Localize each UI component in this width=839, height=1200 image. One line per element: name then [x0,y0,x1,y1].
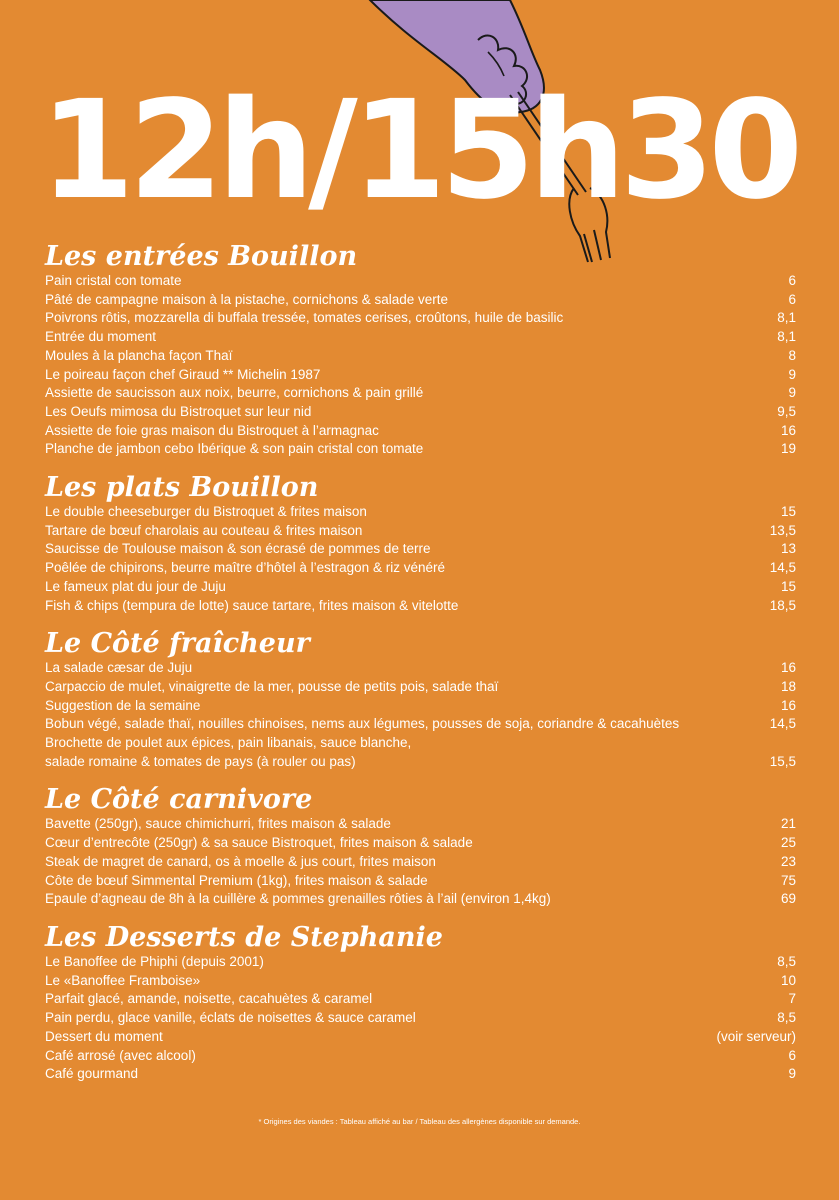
menu-item [45,734,796,753]
item-price: 8 [788,347,796,363]
menu-item [45,522,796,541]
item-name: Le poireau façon chef Giraud ** Michelin 1987 [45,366,321,382]
item-price: 9,5 [777,403,796,419]
section-title: Les plats Bouillon [45,472,319,504]
menu-section [45,471,796,615]
item-price: 16 [780,697,796,713]
item-name: Entrée du moment [45,329,157,345]
menu-item [45,559,796,578]
item-name: Bavette (250gr), sauce chimichurri, frites maison & salade [45,816,391,832]
section-title: Les entrées Bouillon [45,241,358,272]
item-name: Assiette de saucisson aux noix, beurre, cornichons & pain grillé [45,385,424,401]
menu-item [45,815,796,834]
item-name: Carpaccio de mulet, vinaigrette de la mer, pousse de petits pois, salade thaï [45,678,499,694]
item-price: 16 [780,660,796,676]
menu-item [45,659,796,678]
item-price: 23 [780,853,796,869]
item-name: Saucisse de Toulouse maison & son écrasé de pommes de terre [45,541,431,557]
item-price: 6 [788,273,796,288]
item-name: Pain perdu, glace vanille, éclats de noisettes & sauce caramel [45,1010,416,1026]
item-price: 7 [788,991,796,1007]
item-price: 15 [780,578,796,594]
menu-item [45,872,796,891]
menu-item [45,1047,796,1066]
menu-item [45,291,796,310]
menu-item [45,384,796,403]
item-price: 13,5 [769,522,796,538]
menu-section [45,783,796,909]
menu-item [45,715,796,734]
item-price: 8,1 [777,329,796,345]
item-name: Café arrosé (avec alcool) [45,1047,196,1063]
item-name: Planche de jambon cebo Ibérique & son pain cristal con tomate [45,441,424,457]
item-price: 9 [788,366,796,382]
menu-item [45,272,796,291]
item-price: 14,5 [769,560,796,576]
menu-item [45,309,796,328]
menu-item [45,1065,796,1084]
item-name: Poêlée de chipirons, beurre maître d’hôtel à l’estragon & riz vénéré [45,560,445,576]
item-name: Suggestion de la semaine [45,697,201,713]
menu-item [45,990,796,1009]
item-name: Parfait glacé, amande, noisette, cacahuètes & caramel [45,991,373,1007]
item-name: Assiette de foie gras maison du Bistroquet à l’armagnac [45,422,379,438]
item-name: Le «Banoffee Framboise» [45,972,201,988]
item-price: 6 [788,1047,796,1063]
item-price: 15,5 [769,753,796,769]
section-title: Les Desserts de Stephanie [45,921,443,953]
menu [45,240,796,1096]
item-price: 10 [780,972,796,988]
item-name: Moules à la plancha façon Thaï [45,347,233,363]
menu-item [45,366,796,385]
menu-item [45,853,796,872]
item-name: Steak de magret de canard, os à moelle & jus court, frites maison [45,853,436,869]
item-price: 8,5 [777,953,796,969]
item-price: 18 [780,678,796,694]
menu-section [45,921,796,1084]
item-price: 8,5 [777,1010,796,1026]
item-name: salade romaine & tomates de pays (à rouler ou pas) [45,753,356,769]
item-price: 15 [780,504,796,520]
menu-section [45,240,796,459]
footnote: * Origines des viandes : Tableau affiché au bar / Tableau des allergènes disponible sur demande. [258,1117,581,1126]
item-price: 9 [788,1066,796,1082]
section-title: Le Côté fraîcheur [45,628,310,660]
item-price: 8,1 [777,310,796,326]
item-name: Café gourmand [45,1066,139,1082]
menu-item [45,953,796,972]
item-name: Tartare de bœuf charolais au couteau & frites maison [45,522,363,538]
menu-item [45,347,796,366]
item-price: 25 [780,835,796,851]
section-title: Le Côté carnivore [45,784,313,816]
menu-item [45,697,796,716]
menu-item [45,1009,796,1028]
item-name: Brochette de poulet aux épices, pain libanais, sauce blanche, [45,735,412,751]
item-name: Pain cristal con tomate [45,273,182,288]
menu-item [45,972,796,991]
item-name: La salade cæsar de Juju [45,660,193,676]
item-name: Les Oeufs mimosa du Bistroquet sur leur nid [45,403,312,419]
item-price: 14,5 [769,716,796,732]
menu-item [45,403,796,422]
item-name: Poivrons rôtis, mozzarella di buffala tressée, tomates cerises, croûtons, huile de basilic [45,310,564,326]
menu-item [45,597,796,616]
item-name: Epaule d’agneau de 8h à la cuillère & pommes grenailles rôties à l’ail (environ 1,4kg) [45,891,551,907]
item-name: Le double cheeseburger du Bistroquet & frites maison [45,504,367,520]
menu-item [45,578,796,597]
menu-item [45,678,796,697]
item-name: Bobun végé, salade thaï, nouilles chinoises, nems aux légumes, pousses de soja, coriandre & cacahuètes [45,716,680,732]
item-price: (voir serveur) [716,1028,796,1044]
item-name: Cœur d’entrecôte (250gr) & sa sauce Bistroquet, frites maison & salade [45,835,473,851]
item-name: Le Banoffee de Phiphi (depuis 2001) [45,953,264,969]
item-price: 69 [780,891,796,907]
item-price: 16 [780,422,796,438]
item-price: 21 [780,816,796,832]
menu-item [45,440,796,459]
item-name: Dessert du moment [45,1028,163,1044]
menu-item [45,890,796,909]
menu-item [45,1028,796,1047]
menu-item [45,328,796,347]
menu-item [45,422,796,441]
item-name: Le fameux plat du jour de Juju [45,578,226,594]
item-price: 75 [780,872,796,888]
menu-item [45,753,796,772]
item-price: 18,5 [769,597,796,613]
service-hours-headline: 12h/15h30 [40,72,798,230]
item-price: 13 [780,541,796,557]
item-price: 6 [788,291,796,307]
menu-item [45,834,796,853]
item-name: Fish & chips (tempura de lotte) sauce tartare, frites maison & vitelotte [45,597,459,613]
menu-item [45,503,796,522]
item-name: Pâté de campagne maison à la pistache, cornichons & salade verte [45,291,448,307]
item-price: 19 [780,441,796,457]
item-name: Côte de bœuf Simmental Premium (1kg), frites maison & salade [45,872,428,888]
menu-section [45,627,796,771]
menu-item [45,540,796,559]
item-price: 9 [788,385,796,401]
